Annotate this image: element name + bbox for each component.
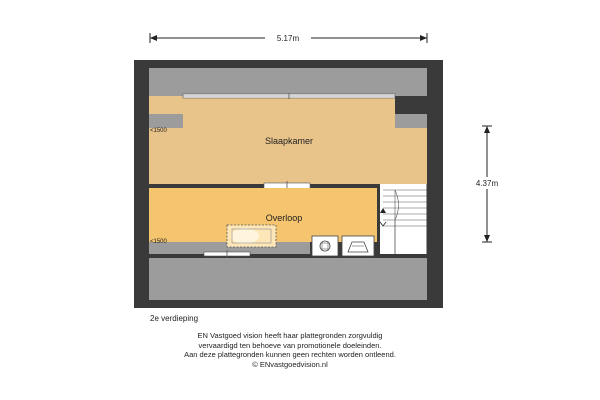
- height-note-slaapkamer: <1500: [150, 128, 167, 134]
- height-label: 4.37m: [475, 179, 499, 188]
- top-window: [183, 93, 395, 99]
- skylight: [227, 225, 276, 247]
- height-note-overloop: <1500: [150, 239, 167, 245]
- disclaimer-line: Aan deze plattegronden kunnen geen rechten worden ontleend.: [184, 350, 396, 359]
- washing-machine: [312, 236, 338, 256]
- width-dimension: [150, 31, 427, 43]
- dividing-wall: [149, 184, 377, 188]
- roof-slope-top: [149, 68, 427, 96]
- staircase: [377, 184, 427, 254]
- disclaimer-line: vervaardigd ten behoeve van promotionele doeleinden.: [198, 340, 382, 350]
- disclaimer: [100, 331, 480, 369]
- room-name-slaapkamer: Slaapkamer: [264, 136, 314, 146]
- height-dimension: [470, 126, 504, 242]
- dryer: [342, 236, 374, 256]
- width-label: 5.17m: [276, 34, 300, 43]
- disclaimer-line: EN Vastgoed vision heeft haar plattegronden zorgvuldig: [197, 331, 383, 340]
- roof-slope-bottom: [149, 258, 427, 300]
- floor-label: 2e verdieping: [150, 314, 199, 323]
- disclaimer-link: © ENvastgoedvision.nl: [252, 359, 328, 369]
- room-name-overloop: Overloop: [265, 213, 303, 223]
